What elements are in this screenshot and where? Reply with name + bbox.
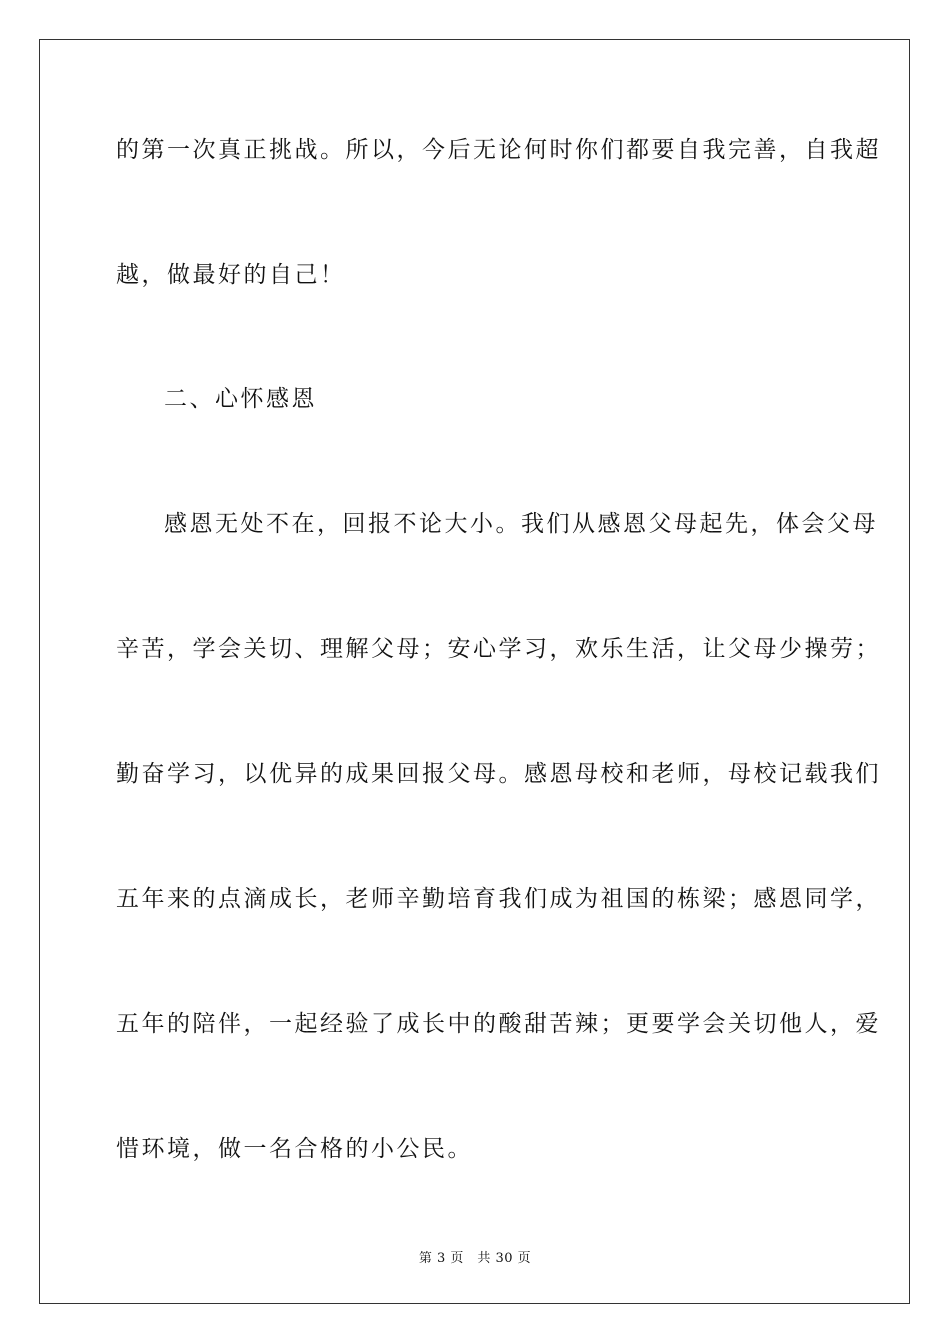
section-heading: 二、心怀感恩	[164, 386, 317, 412]
body-line-4: 辛苦，学会关切、理解父母；安心学习，欢乐生活，让父母少操劳；	[116, 636, 881, 662]
page-number-footer: 第 3 页 共 30 页	[418, 1251, 532, 1266]
body-line-3: 感恩无处不在，回报不论大小。我们从感恩父母起先，体会父母	[164, 511, 878, 537]
body-line-6: 五年来的点滴成长，老师辛勤培育我们成为祖国的栋梁；感恩同学，	[116, 886, 881, 912]
body-line-5: 勤奋学习，以优异的成果回报父母。感恩母校和老师，母校记载我们	[116, 761, 881, 787]
body-line-7: 五年的陪伴，一起经验了成长中的酸甜苦辣；更要学会关切他人，爱	[116, 1011, 881, 1037]
body-line-1: 的第一次真正挑战。所以，今后无论何时你们都要自我完善，自我超	[116, 137, 881, 163]
page-border	[39, 39, 910, 1304]
body-line-8: 惜环境，做一名合格的小公民。	[116, 1136, 473, 1162]
body-line-2: 越，做最好的自己！	[116, 262, 346, 288]
